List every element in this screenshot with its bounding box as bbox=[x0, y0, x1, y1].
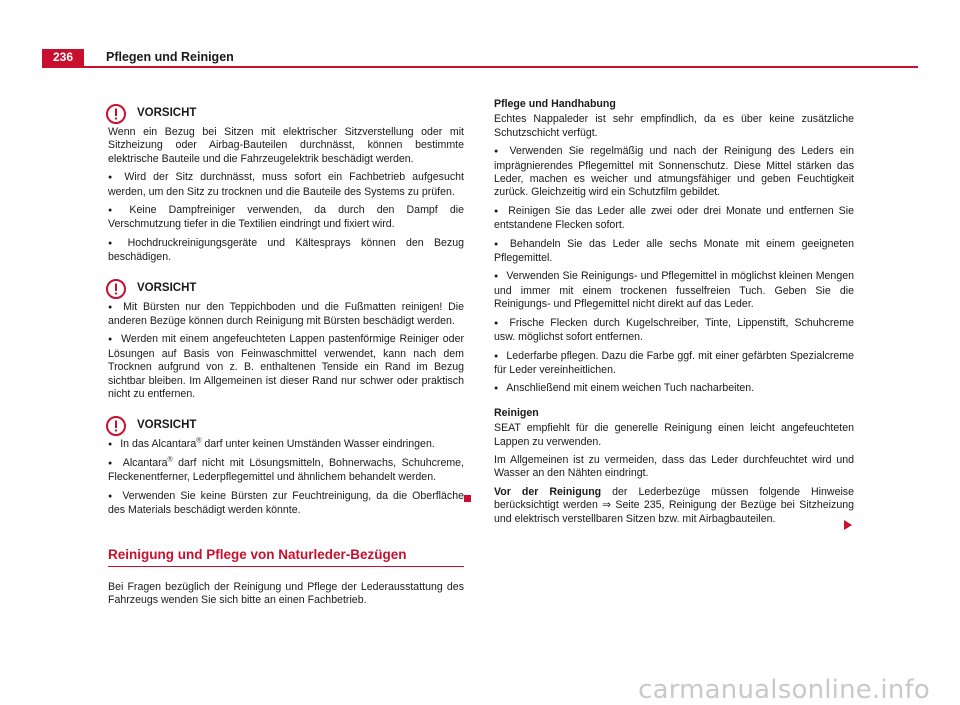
page-number: 236 bbox=[42, 49, 84, 66]
bullet-item: ● Hochdruckreinigungsgeräte und Kältesprays können den Bezug beschädigen. bbox=[108, 237, 464, 265]
bullet-item: ● Mit Bürsten nur den Teppichboden und die Fußmatten reinigen! Die anderen Bezüge können durch Reinigung mit Bürsten beschädigt werden. bbox=[108, 301, 464, 329]
warning-icon bbox=[106, 416, 126, 436]
caution-box-3 bbox=[108, 416, 464, 518]
bullet-item: ● Frische Flecken durch Kugelschreiber, Tinte, Lippenstift, Schuhcreme usw. möglichst sofort entfernen. bbox=[494, 317, 854, 345]
bullet-item: ● Anschließend mit einem weichen Tuch nacharbeiten. bbox=[494, 382, 854, 396]
warning-icon bbox=[106, 104, 126, 124]
page-link[interactable]: der Lederbezüge müssen folgende Hinweise berücksichtigt werden ⇒ Seite 235, Reinigung der Bezüge bei Sitzheizung und elektrisch verstellbaren Sitzen bzw. mit Airbagbauteilen. bbox=[494, 485, 854, 525]
left-column bbox=[108, 104, 464, 612]
bullet-item: ● Lederfarbe pflegen. Dazu die Farbe ggf. mit einer gefärbten Spezialcreme für Leder vereinheitlichen. bbox=[494, 350, 854, 378]
bullet-item: ● Wird der Sitz durchnässt, muss sofort ein Fachbetrieb aufgesucht werden, um den Sitz zu trocknen und die Bauteile des Systems zu prüfen. bbox=[108, 171, 464, 199]
bullet-item: ● Keine Dampfreiniger verwenden, da durch den Dampf die Verschmutzung tiefer in die Textilien eindringt und fixiert wird. bbox=[108, 204, 464, 232]
caution-box-2 bbox=[108, 279, 464, 402]
page-header bbox=[42, 49, 918, 68]
sub-heading: Pflege und Handhabung bbox=[494, 98, 616, 110]
paragraph: Im Allgemeinen ist zu vermeiden, dass das Leder durchfeuchtet wird und Wasser an den Nähten eindringt. bbox=[494, 453, 854, 480]
bullet-item: ● Verwenden Sie regelmäßig und nach der Reinigung des Leders ein imprägnierendes Pflegemittel mit Sonnenschutz. Diese Mittel stärken das Leder, machen es weicher und atmungsfähiger und geben Feuchtigkeit zurück. Gleichzeitig wird ein Schutzfilm gebildet. bbox=[494, 145, 854, 200]
bold-lead: Vor der Reinigung bbox=[494, 485, 602, 498]
paragraph: SEAT empfiehlt für die generelle Reinigung einen leicht angefeuchteten Lappen zu verwenden. bbox=[494, 422, 854, 448]
running-title: Pflegen und Reinigen bbox=[106, 50, 234, 64]
bullet-item: ● Behandeln Sie das Leder alle sechs Monate mit einem geeigneten Pflegemittel. bbox=[494, 238, 854, 266]
bullet-item: ● Verwenden Sie Reinigungs- und Pflegemittel in möglichst kleinen Mengen und immer mit einem trockenen fusselfreien Tuch. Geben Sie die Reinigungs- und Pflegemittel nicht direkt auf das Leder. bbox=[494, 270, 854, 311]
warning-icon bbox=[106, 279, 126, 299]
paragraph bbox=[494, 486, 854, 526]
sub-heading: Reinigen bbox=[494, 406, 539, 419]
paragraph: Echtes Nappaleder ist sehr empfindlich, da es über keine zusätzliche Schutzschicht verfügt. bbox=[494, 113, 854, 139]
watermark: carmanualsonline.info bbox=[638, 674, 930, 705]
caution-box-1 bbox=[108, 104, 464, 265]
caution-title: VORSICHT bbox=[137, 281, 197, 294]
section-end-marker bbox=[464, 495, 471, 502]
bullet-item: ● Reinigen Sie das Leder alle zwei oder drei Monate und entfernen Sie entstandene Flecken sofort. bbox=[494, 205, 854, 233]
bullet-item: ● In das Alcantara® darf unter keinen Umständen Wasser eindringen. bbox=[108, 438, 464, 452]
bullet-item: ● Verwenden Sie keine Bürsten zur Feuchtreinigung, da die Oberfläche des Materials beschädigt werden könnte. bbox=[108, 490, 464, 518]
caution-title: VORSICHT bbox=[137, 418, 197, 431]
continue-arrow-icon bbox=[844, 520, 852, 530]
caution-text: Wenn ein Bezug bei Sitzen mit elektrischer Sitzverstellung oder mit Sitzheizung oder Airbag-Bauteilen durchnässt, können bestimmte elektrische Bauteile und die Fahrzeugelektrik beschädigt werden. bbox=[108, 126, 464, 165]
bullet-item: ● Alcantara® darf nicht mit Lösungsmitteln, Bohnerwachs, Schuhcreme, Fleckenentferner, Lederpflegemittel und ähnlichem behandelt werden. bbox=[108, 457, 464, 485]
right-column bbox=[494, 98, 854, 531]
section-text: Bei Fragen bezüglich der Reinigung und Pflege der Lederausstattung des Fahrzeugs wenden Sie sich bitte an einen Fachbetrieb. bbox=[108, 580, 464, 606]
caution-title: VORSICHT bbox=[137, 107, 197, 120]
section-heading: Reinigung und Pflege von Naturleder-Bezügen bbox=[108, 546, 464, 567]
bullet-item: ● Werden mit einem angefeuchteten Lappen pastenförmige Reiniger oder Lösungen auf Basis von Feinwaschmittel verwendet, kann nach dem Trocknen aufgrund von z. B. enthaltenen Tenside ein Rand im Bezug sichtbar bleiben. Im Allgemeinen ist dieser Rand nur schwer oder praktisch nicht zu entfernen. bbox=[108, 333, 464, 401]
